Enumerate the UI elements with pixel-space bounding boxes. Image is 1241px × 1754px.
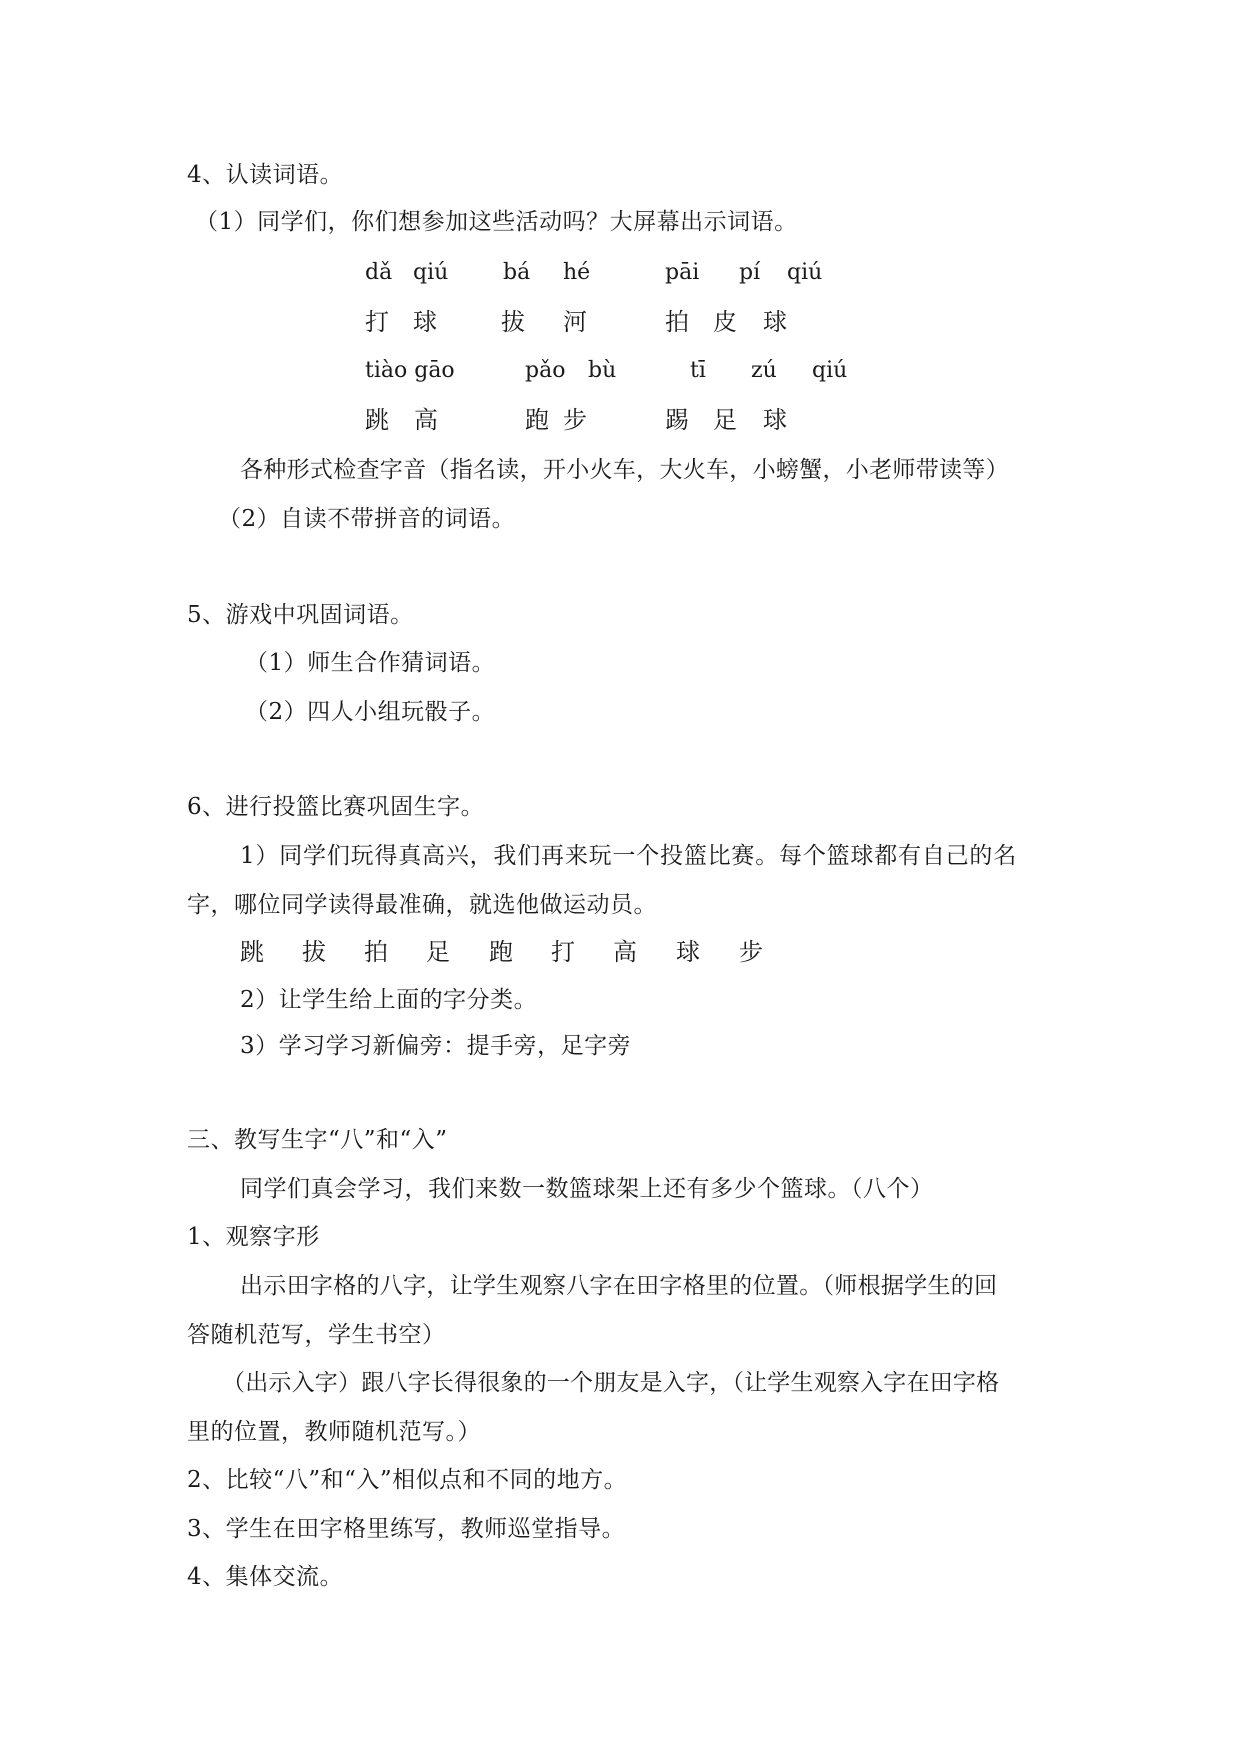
word-character: 皮: [713, 308, 737, 336]
pinyin-syllable: pǎo: [525, 358, 566, 383]
word-character: 球: [763, 406, 787, 434]
pinyin-syllable: bù: [588, 358, 617, 383]
pinyin-syllable: pí: [739, 260, 761, 285]
part-3-step-2: 2、比较“八”和“入”相似点和不同的地方。: [187, 1467, 628, 1493]
part-3-title: 三、教写生字“八”和“入”: [187, 1127, 448, 1153]
part-3-step-3: 3、学生在田字格里练写，教师巡堂指导。: [187, 1516, 626, 1542]
practice-character: 跳: [240, 938, 264, 966]
word-character: 跑: [525, 406, 549, 434]
pinyin-syllable: qiú: [787, 260, 823, 285]
part-3-intro: 同学们真会学习，我们来数一数篮球架上还有多少个篮球。（八个）: [240, 1176, 934, 1202]
practice-character: 高: [613, 938, 637, 966]
section-5-item-2: （2）四人小组玩骰子。: [245, 699, 496, 725]
word-character: 跳: [365, 406, 389, 434]
pinyin-syllable: bá: [503, 260, 531, 285]
pinyin-syllable: qiú: [413, 260, 449, 285]
practice-character: 球: [676, 938, 700, 966]
word-character: 步: [563, 406, 587, 434]
pinyin-syllable: tī: [690, 358, 706, 383]
pinyin-syllable: qiú: [812, 358, 848, 383]
practice-character: 跑: [489, 938, 513, 966]
pinyin-syllable: hé: [563, 260, 591, 285]
section-6-item-2: 2）让学生给上面的字分类。: [240, 987, 538, 1013]
practice-character: 拍: [364, 938, 388, 966]
pinyin-syllable: tiào gāo: [365, 358, 455, 383]
word-character: 打: [365, 308, 389, 336]
part-3-step-1-note: （出示入字）跟八字长得很象的一个朋友是入字，（让学生观察入字在田字格: [222, 1370, 1000, 1396]
word-character: 拔: [501, 308, 525, 336]
section-4-item-2: （2）自读不带拼音的词语。: [218, 506, 516, 532]
word-character: 球: [413, 308, 437, 336]
pinyin-syllable: dǎ: [365, 260, 393, 285]
section-6-title: 6、进行投篮比赛巩固生字。: [187, 794, 485, 820]
section-4-check-note: 各种形式检查字音（指名读，开小火车，大火车，小螃蟹，小老师带读等）: [240, 457, 1009, 483]
part-3-step-1-text: 出示田字格的八字，让学生观察八字在田字格里的位置。（师根据学生的回: [240, 1273, 998, 1299]
practice-character: 足: [426, 938, 450, 966]
word-character: 踢: [665, 406, 689, 434]
section-6-item-1-cont: 字，哪位同学读得最准确，就选他做运动员。: [187, 892, 657, 918]
practice-character: 步: [739, 938, 763, 966]
part-3-step-1-text-cont: 答随机范写，学生书空）: [187, 1322, 446, 1348]
section-5-item-1: （1）师生合作猜词语。: [245, 650, 496, 676]
pinyin-syllable: pāi: [665, 260, 700, 285]
word-character: 高: [414, 406, 438, 434]
part-3-step-1: 1、观察字形: [187, 1224, 320, 1250]
word-character: 拍: [665, 308, 689, 336]
practice-character: 拔: [302, 938, 326, 966]
word-character: 河: [563, 308, 587, 336]
pinyin-syllable: zú: [751, 358, 777, 383]
word-character: 足: [713, 406, 737, 434]
word-character: 球: [763, 308, 787, 336]
part-3-step-4: 4、集体交流。: [187, 1564, 344, 1590]
section-6-item-3: 3）学习学习新偏旁：提手旁，足字旁: [240, 1033, 632, 1059]
section-5-title: 5、游戏中巩固词语。: [187, 602, 414, 628]
practice-character: 打: [551, 938, 575, 966]
section-4-title: 4、认读词语。: [187, 162, 344, 188]
section-6-item-1: 1）同学们玩得真高兴，我们再来玩一个投篮比赛。每个篮球都有自己的名: [240, 843, 1018, 869]
part-3-step-1-note-cont: 里的位置，教师随机范写。）: [187, 1419, 481, 1445]
section-4-item-1: （1）同学们，你们想参加这些活动吗？大屏幕出示词语。: [195, 209, 798, 235]
